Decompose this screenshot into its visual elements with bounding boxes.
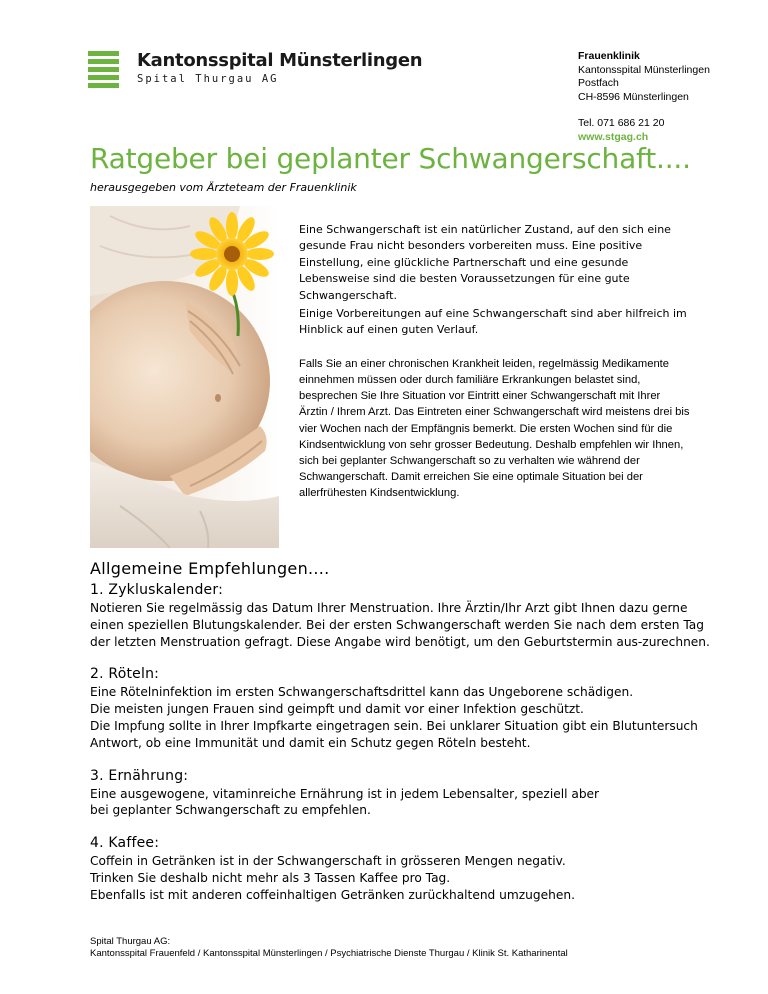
subsection-text	[90, 684, 710, 751]
footer	[90, 936, 568, 959]
text-line: Die meisten jungen Frauen sind geimpft und damit vor einer Infektion geschützt.	[90, 702, 584, 717]
text-line: Notieren Sie regelmässig das Datum Ihrer Menstruation. Ihre Ärztin/Ihr Arzt gibt Ihnen dazu gerne einen speziellen Blutungskalender. Bei der ersten Schwangerschaft werden Sie nach dem ersten Tag der letzten Menstruation gefragt. Diese Angabe wird benötigt, um den Geburtstermin aus-zurechnen.	[90, 601, 710, 649]
footer-line: Kantonsspital Frauenfeld / Kantonsspital Münsterlingen / Psychiatrische Dienste Thurgau / Klinik St. Katharinental	[90, 947, 568, 959]
subsection-title: 3. Ernährung:	[90, 767, 189, 784]
intro-paragraph: Eine Schwangerschaft ist ein natürlicher Zustand, auf den sich eine gesunde Frau nicht besonders vorbereiten muss. Eine positive Einstellung, eine glückliche Partnerschaft und eine gesunde Lebensweise sind die besten Voraussetzungen für eine gute Schwangerschaft.	[299, 223, 671, 302]
intro-paragraph: Falls Sie an einer chronischen Krankheit leiden, regelmässig Medikamente einnehmen müssen oder durch familiäre Erkrankungen belastet sind, besprechen Sie Ihre Situation vor Eintritt einer Schwangerschaft mit Ihrer Ärztin / Ihrem Arzt. Das Eintreten einer Schwangerschaft wird meistens drei bis vier Wochen nach der Empfängnis bemerkt. Die ersten Wochen sind für die Kindsentwicklung von sehr grosser Bedeutung. Deshalb empfehlen wir Ihnen, sich bei geplanter Schwangerschaft so zu verhalten wie während der Schwangerschaft. Damit erreichen Sie eine optimale Situation bei der allerfrühesten Kindsentwicklung.	[299, 357, 690, 500]
subsection-text	[90, 600, 710, 650]
text-line: bei geplanter Schwangerschaft zu empfehlen.	[90, 803, 371, 818]
text-line: Die Impfung sollte in Ihrer Impfkarte eingetragen sein. Bei unklarer Situation gibt ein Blutuntersuch Antwort, ob eine Immunität und damit ein Schutz gegen Röteln besteht.	[90, 718, 698, 750]
subsection-text	[90, 853, 710, 903]
footer-line: Spital Thurgau AG:	[90, 936, 171, 947]
text-line: Eine ausgewogene, vitaminreiche Ernährung ist in jedem Lebensalter, speziell aber	[90, 786, 600, 801]
subsection-title: 2. Röteln:	[90, 666, 160, 683]
intro-paragraph: Einige Vorbereitungen auf eine Schwangerschaft sind aber hilfreich im Hinblick auf einen guten Verlauf.	[299, 307, 687, 337]
address-phone: Tel. 071 686 21 20	[578, 117, 665, 129]
logo-bars-icon	[88, 51, 119, 91]
address-line: Kantonsspital Münsterlingen	[578, 63, 710, 76]
subsection-title: 4. Kaffee:	[90, 835, 160, 852]
section-heading: Allgemeine Empfehlungen....	[90, 559, 330, 578]
intro-text	[299, 222, 691, 502]
page-subtitle: herausgegeben vom Ärzteteam der Frauenklinik	[90, 181, 357, 194]
text-line: Coffein in Getränken ist in der Schwangerschaft in grösseren Mengen negativ.	[90, 854, 566, 869]
brand-name: Kantonsspital Münsterlingen	[137, 50, 423, 71]
text-line: Trinken Sie deshalb nicht mehr als 3 Tassen Kaffee pro Tag.	[90, 870, 451, 885]
brand-subtitle: Spital Thurgau AG	[137, 73, 279, 85]
recommendations	[90, 558, 710, 918]
address-line: CH-8596 Münsterlingen	[578, 90, 689, 103]
website-link[interactable]: www.stgag.ch	[578, 130, 649, 143]
pregnant-belly-with-flower-photo	[90, 206, 279, 548]
address-dept: Frauenklinik	[578, 50, 640, 62]
text-line: Eine Rötelninfektion im ersten Schwangerschaftsdrittel kann das Ungeborene schädigen.	[90, 685, 634, 700]
address-line: Postfach	[578, 77, 619, 89]
page-title: Ratgeber bei geplanter Schwangerschaft....	[90, 142, 691, 175]
address-block	[578, 50, 710, 144]
subsection-text	[90, 786, 710, 820]
subsection-title: 1. Zykluskalender:	[90, 582, 223, 598]
text-line: Ebenfalls ist mit anderen coffeinhaltigen Getränken zurückhaltend umzugehen.	[90, 887, 575, 902]
